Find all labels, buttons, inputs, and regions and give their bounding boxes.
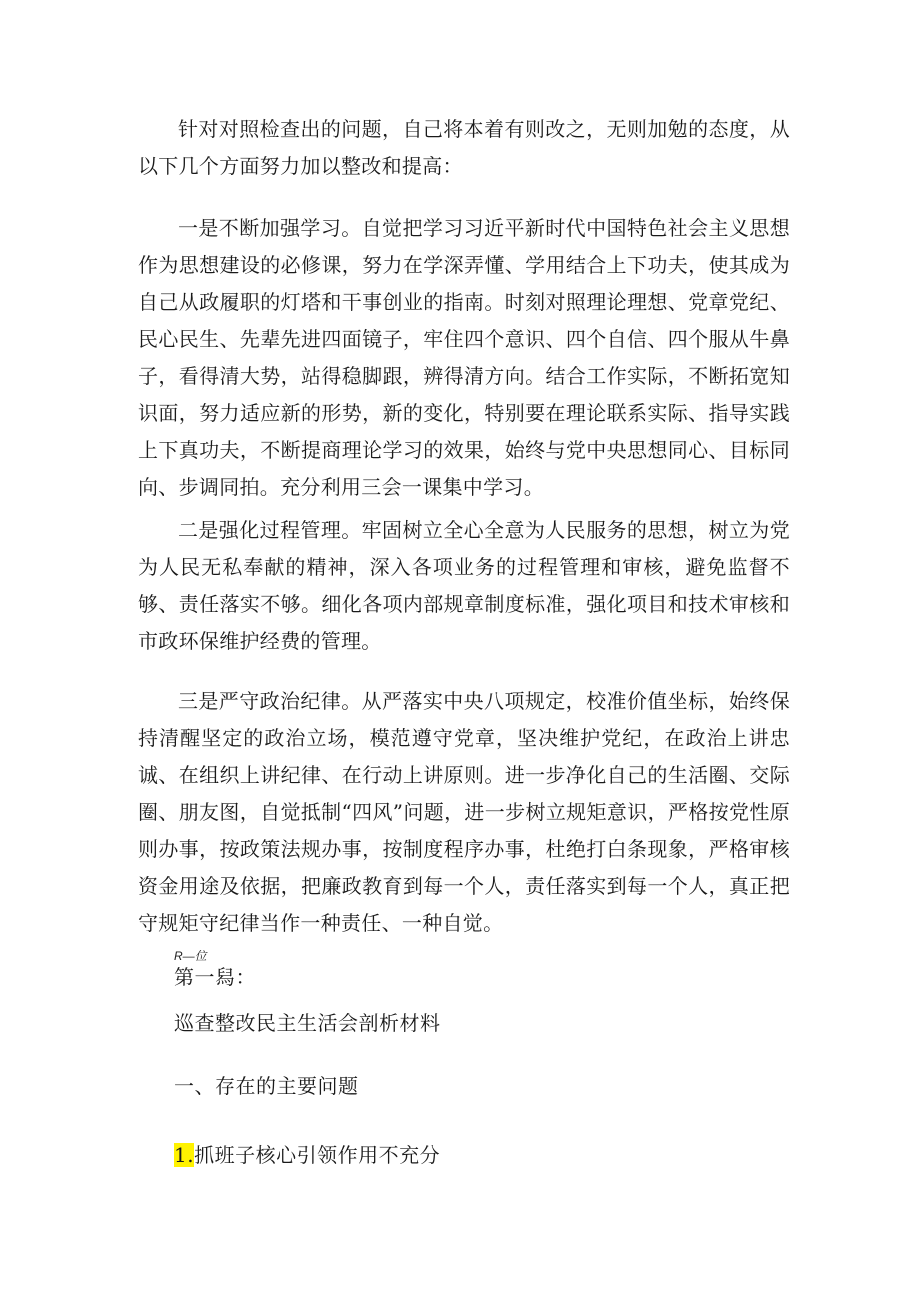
section-label: 第一舄： xyxy=(174,965,256,989)
heading-main-problems: 一、存在的主要问题 xyxy=(174,1074,359,1098)
paragraph-process-management: 二是强化过程管理。牢固树立全心全意为人民服务的思想，树立为党为人民无私奉献的精神，深入各项业务的过程管理和审核，避免监督不够、责任落实不够。细化各项内部规章制度标准，强化项目和技术审核和市政环保维护经费的管理。 xyxy=(138,518,790,653)
item-number-highlight: 1. xyxy=(174,1143,195,1167)
small-mark: R—位 xyxy=(174,949,207,963)
paragraph-intro: 针对对照检查出的问题，自己将本着有则改之，无则加勉的态度，从以下几个方面努力加以整改和提高： xyxy=(138,117,790,178)
section-title: 巡查整改民主生活会剖析材料 xyxy=(174,1011,441,1035)
list-item xyxy=(174,1140,440,1170)
paragraph-political-discipline: 三是严守政治纪律。从严落实中央八项规定，校准价值坐标，始终保持清醒坚定的政治立场，模范遵守党章，坚决维护党纪，在政治上讲忠诚、在组织上讲纪律、在行动上讲原则。进一步净化自己的生活圈、交际圈、朋友图，自觉抵制“四风”问题，进一步树立规矩意识，严格按党性原则办事，按政策法规办事，按制度程序办事，杜绝打白条现象，严格审核资金用途及依据，把廉政教育到每一个人，责任落实到每一个人，真正把守规矩守纪律当作一种责任、一种自觉。 xyxy=(138,689,790,935)
paragraph-study: 一是不断加强学习。自觉把学习习近平新时代中国特色社会主义思想作为思想建设的必修课，努力在学深弄懂、学用结合上下功夫，使其成为自己从政履职的灯塔和干事创业的指南。时刻对照理论理想、党章党纪、民心民生、先辈先进四面镜子，牢住四个意识、四个自信、四个服从牛鼻子，看得清大势，站得稳脚跟，辨得清方向。结合工作实际，不断拓宽知识面，努力适应新的形势，新的变化，特别要在理论联系实际、指导实践上下真功夫，不断提商理论学习的效果，始终与党中央思想同心、目标同向、步调同拍。充分利用三会一课集中学习。 xyxy=(138,216,790,499)
item-text: 抓班子核心引领作用不充分 xyxy=(194,1143,441,1167)
